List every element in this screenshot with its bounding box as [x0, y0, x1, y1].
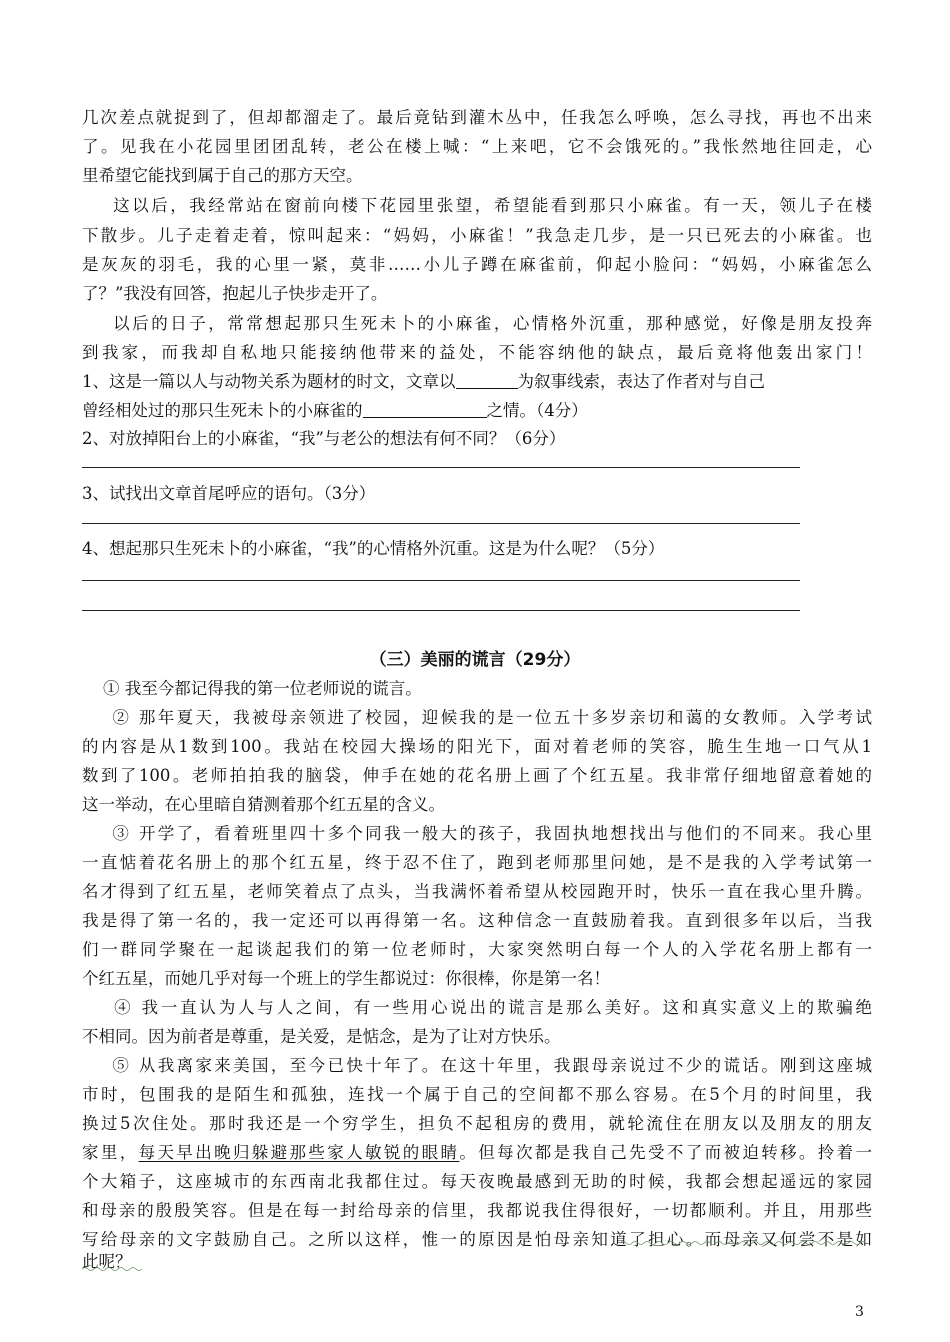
passage-line: 以后的日子，常常想起那只生死未卜的小麻雀，心情格外沉重，那种感觉，好像是朋友投奔: [82, 314, 872, 333]
passage-line: 几次差点就捉到了，但却都溜走了。最后竟钻到灌木丛中，任我怎么呼唤，怎么寻找，再也不出来: [82, 108, 872, 127]
underlined-sentence: 每天早出晚归躲避那些家人敏锐的眼睛: [138, 1143, 460, 1162]
question-1-line-1: [82, 372, 872, 392]
paragraph-line: 不相同。因为前者是尊重，是关爱，是惦念，是为了让对方快乐。: [82, 1027, 561, 1046]
passage-line: 是灰灰的羽毛，我的心里一紧，莫非……小儿子蹲在麻雀前，仰起小脸问：“妈妈，小麻雀怎么: [82, 255, 872, 274]
paragraph-line: 这一举动，在心里暗自猜测着那个红五星的含义。: [82, 795, 445, 814]
paragraph-line: ⑤ 从我离家来美国，至今已快十年了。在这十年里，我跟母亲说过不少的谎话。刚到这座城: [82, 1056, 872, 1075]
paragraph-line: 个红五星，而她几乎对每一个班上的学生都说过：你很棒，你是第一名！: [82, 969, 610, 988]
question-1-text-c: 曾经相处过的那只生死未卜的小麻雀的: [82, 401, 363, 420]
paragraph-line-underlined: [82, 1143, 872, 1163]
question-1-text-d: 之情。（4分）: [486, 401, 588, 420]
passage-line: 下散步。儿子走着走着，惊叫起来：“妈妈，小麻雀！”我急走几步，是一只已死去的小麻雀。也: [82, 226, 872, 245]
paragraph-line: 名才得到了红五星，老师笑着点了点头，当我满怀着希望从校园跑开时，快乐一直在我心里升腾。: [82, 882, 872, 901]
page-number: 3: [855, 1304, 864, 1320]
paragraph-line: 写给母亲的文字鼓励自己。之所以这样，惟一的原因是怕母亲知道了担心。而母亲又何尝不是如: [82, 1230, 872, 1249]
passage-line: 里希望它能找到属于自己的那方天空。: [82, 166, 363, 185]
question-4: 4、想起那只生死未卜的小麻雀，“我”的心情格外沉重。这是为什么呢？（5分）: [82, 539, 665, 558]
paragraph-line: 一直惦着花名册上的那个红五星，终于忍不住了，跑到老师那里问她，是不是我的入学考试第一: [82, 853, 872, 872]
passage-line: 了？”我没有回答，抱起儿子快步走开了。: [82, 284, 388, 303]
underlined-suffix: 。但每次都是我自己先受不了而被迫转移。拎着一: [459, 1143, 873, 1162]
answer-line-q3[interactable]: [82, 523, 800, 524]
paragraph-line: 们一群同学聚在一起谈起我们的第一位老师时，大家突然明白每一个人的入学花名册上都有一: [82, 940, 872, 959]
answer-blank-1[interactable]: [456, 372, 518, 389]
paragraph-line: ③ 开学了，看着班里四十多个同我一般大的孩子，我固执地想找出与他们的不同来。我心里: [82, 824, 872, 843]
passage-line: 这以后，我经常站在窗前向楼下花园里张望，希望能看到那只小麻雀。有一天，领儿子在楼: [82, 196, 872, 215]
paragraph-line: ② 那年夏天，我被母亲领进了校园，迎候我的是一位五十多岁亲切和蔼的女教师。入学考试: [82, 708, 872, 727]
answer-line-q2[interactable]: [82, 467, 800, 468]
spellcheck-wave: [82, 1266, 142, 1272]
section-three-title: （三）美丽的谎言（29分）: [369, 650, 581, 670]
paragraph-line: 的内容是从1数到100。我站在校园大操场的阳光下，面对着老师的笑容，脆生生地一口气从1: [82, 737, 872, 756]
answer-line-q4-2[interactable]: [82, 610, 800, 611]
paragraph-line: 和母亲的殷殷笑容。但是在每一封给母亲的信里，我都说我住得很好，一切都顺利。并且，用那些: [82, 1201, 872, 1220]
paragraph-line: 换过5次住处。那时我还是一个穷学生，担负不起租房的费用，就轮流住在朋友以及朋友的朋友: [82, 1114, 872, 1133]
question-3: 3、试找出文章首尾呼应的语句。（3分）: [82, 484, 376, 503]
passage-line: 到我家，而我却自私地只能接纳他带来的益处，不能容纳他的缺点，最后竟将他轰出家门！: [82, 343, 872, 362]
passage-line: 了。见我在小花园里团团乱转，老公在楼上喊：“上来吧，它不会饿死的。”我怅然地往回走，心: [82, 137, 872, 156]
paragraph-line: 此呢？: [82, 1252, 132, 1271]
underlined-prefix: 家里，: [82, 1143, 139, 1162]
question-1-text-a: 1、这是一篇以人与动物关系为题材的时文，文章以: [82, 372, 456, 391]
paragraph-line: 个大箱子，这座城市的东西南北我都住过。每天夜晚最感到无助的时候，我都会想起遥远的家园: [82, 1172, 872, 1191]
question-2: 2、对放掉阳台上的小麻雀，“我”与老公的想法有何不同？（6分）: [82, 429, 566, 448]
paragraph-line: 我是得了第一名的，我一定还可以再得第一名。这种信念一直鼓励着我。直到很多年以后，当我: [82, 911, 872, 930]
paragraph-line: ① 我至今都记得我的第一位老师说的谎言。: [82, 679, 422, 698]
question-1-text-b: 为叙事线索，表达了作者对与自己: [517, 372, 765, 391]
answer-line-q4-1[interactable]: [82, 580, 800, 581]
paragraph-line: 数到了100。老师拍拍我的脑袋，伸手在她的花名册上画了个红五星。我非常仔细地留意着她的: [82, 766, 872, 785]
question-1-line-2: [82, 401, 872, 421]
paragraph-line: ④ 我一直认为人与人之间，有一些用心说出的谎言是那么美好。这和真实意义上的欺骗绝: [82, 998, 872, 1017]
paragraph-line: 市时，包围我的是陌生和孤独，连找一个属于自己的空间都不那么容易。在5个月的时间里，我: [82, 1085, 872, 1104]
spellcheck-wave: [620, 1240, 870, 1246]
answer-blank-2[interactable]: [363, 401, 487, 418]
